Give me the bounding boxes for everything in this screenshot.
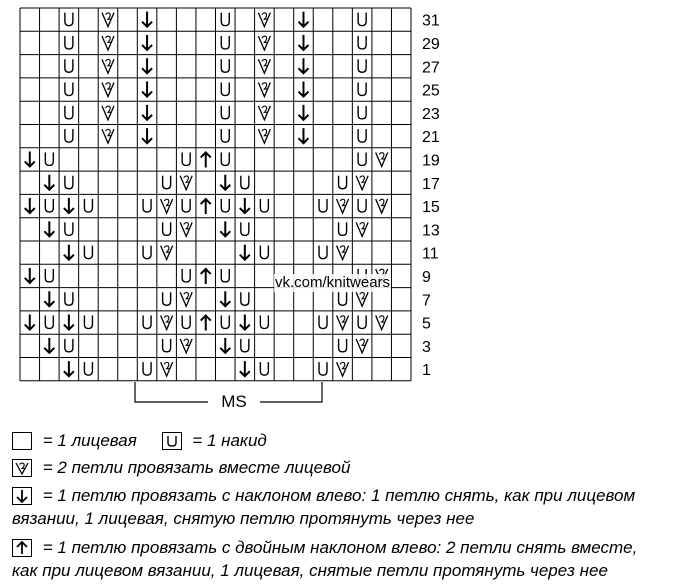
- yarn-over-icon: [45, 199, 53, 212]
- yarn-over-icon: [65, 339, 73, 352]
- knit-symbol-icon: [12, 432, 32, 450]
- yarn-over-icon: [319, 246, 327, 259]
- skp-symbol-icon: [12, 487, 32, 505]
- k2tog-icon: [161, 199, 173, 213]
- yarn-over-icon: [65, 83, 73, 96]
- skp-icon: [142, 12, 152, 27]
- yarn-over-icon: [182, 316, 190, 329]
- yarn-over-icon: [358, 316, 366, 329]
- skp-icon: [25, 151, 35, 166]
- sk2p-icon: [201, 269, 211, 284]
- legend-skp: [12, 484, 635, 507]
- yarn-over-icon: [182, 199, 190, 212]
- k2tog-icon: [376, 152, 388, 166]
- row-number: 17: [422, 175, 440, 193]
- yarn-over-icon: [358, 36, 366, 49]
- legend-sk2p-continued: как при лицевом вязании, 1 лицевая, снятые петли протянуть через нее: [12, 561, 608, 580]
- k2tog-icon: [258, 36, 270, 50]
- skp-icon: [220, 221, 230, 236]
- row-number: 21: [422, 129, 440, 147]
- k2tog-icon: [337, 362, 349, 376]
- yarn-over-icon: [221, 269, 229, 282]
- row-number: 23: [422, 105, 440, 123]
- sk2p-icon: [201, 199, 211, 214]
- k2tog-icon: [356, 176, 368, 190]
- yarn-over-icon: [221, 83, 229, 96]
- skp-icon: [25, 198, 35, 213]
- skp-icon: [240, 198, 250, 213]
- yarn-over-icon: [339, 339, 347, 352]
- k2tog-icon: [102, 129, 114, 143]
- k2tog-icon: [337, 316, 349, 330]
- yarn-over-icon: [45, 316, 53, 329]
- yarn-over-icon: [221, 129, 229, 142]
- row-number: 7: [422, 292, 431, 310]
- legend-k2tog-text: = 2 петли провязать вместе лицевой: [42, 457, 351, 477]
- yarn-over-icon: [358, 13, 366, 26]
- yarn-over-icon: [241, 292, 249, 305]
- yarn-over-icon: [358, 199, 366, 212]
- legend-sk2p-text: = 1 петлю провязать с двойным наклоном влево: 2 петли снять вместе,: [42, 537, 638, 557]
- k2tog-icon: [102, 13, 114, 27]
- legend-skp-continued: вязании, 1 лицевая, снятую петлю протянуть через нее: [12, 509, 475, 528]
- yarn-over-icon: [260, 199, 268, 212]
- k2tog-icon: [356, 292, 368, 306]
- yarn-over-icon: [143, 246, 151, 259]
- legend-yarn-over-text: = 1 накид: [192, 430, 267, 450]
- k2tog-icon: [376, 316, 388, 330]
- yarn-over-icon: [84, 199, 92, 212]
- yarn-over-symbol-icon: [162, 432, 182, 450]
- yarn-over-icon: [221, 106, 229, 119]
- yarn-over-icon: [182, 152, 190, 165]
- skp-icon: [298, 105, 308, 120]
- k2tog-icon: [180, 292, 192, 306]
- skp-icon: [298, 58, 308, 73]
- legend-sk2p: [12, 536, 637, 559]
- yarn-over-icon: [65, 176, 73, 189]
- row-number: 29: [422, 35, 440, 53]
- yarn-over-icon: [84, 246, 92, 259]
- yarn-over-icon: [339, 292, 347, 305]
- yarn-over-icon: [65, 129, 73, 142]
- k2tog-icon: [161, 316, 173, 330]
- k2tog-icon: [161, 362, 173, 376]
- skp-icon: [44, 291, 54, 306]
- yarn-over-icon: [65, 292, 73, 305]
- k2tog-icon: [356, 339, 368, 353]
- yarn-over-icon: [84, 316, 92, 329]
- yarn-over-icon: [163, 339, 171, 352]
- k2tog-icon: [102, 83, 114, 97]
- yarn-over-icon: [65, 106, 73, 119]
- k2tog-icon: [102, 106, 114, 120]
- legend-knit: [12, 429, 267, 452]
- row-number: 15: [422, 199, 440, 217]
- yarn-over-icon: [260, 362, 268, 375]
- k2tog-icon: [258, 83, 270, 97]
- k2tog-icon: [161, 246, 173, 260]
- row-number: 13: [422, 222, 440, 240]
- skp-icon: [240, 315, 250, 330]
- k2tog-icon: [180, 176, 192, 190]
- yarn-over-icon: [221, 59, 229, 72]
- yarn-over-icon: [221, 152, 229, 165]
- yarn-over-icon: [143, 316, 151, 329]
- k2tog-icon: [102, 36, 114, 50]
- yarn-over-icon: [339, 222, 347, 235]
- yarn-over-icon: [241, 222, 249, 235]
- yarn-over-icon: [163, 176, 171, 189]
- k2tog-icon: [102, 59, 114, 73]
- repeat-bracket: [135, 382, 322, 412]
- yarn-over-icon: [319, 362, 327, 375]
- skp-icon: [64, 245, 74, 260]
- yarn-over-icon: [221, 13, 229, 26]
- skp-icon: [44, 175, 54, 190]
- yarn-over-icon: [241, 339, 249, 352]
- yarn-over-icon: [45, 152, 53, 165]
- skp-icon: [25, 268, 35, 283]
- yarn-over-icon: [358, 106, 366, 119]
- row-number: 25: [422, 82, 440, 100]
- skp-icon: [25, 315, 35, 330]
- yarn-over-icon: [65, 222, 73, 235]
- yarn-over-icon: [339, 176, 347, 189]
- skp-icon: [298, 128, 308, 143]
- k2tog-icon: [258, 129, 270, 143]
- yarn-over-icon: [358, 129, 366, 142]
- skp-icon: [298, 35, 308, 50]
- yarn-over-icon: [45, 269, 53, 282]
- yarn-over-icon: [182, 269, 190, 282]
- skp-icon: [142, 128, 152, 143]
- k2tog-icon: [258, 13, 270, 27]
- repeat-label: MS: [221, 392, 247, 411]
- row-number: 31: [422, 12, 440, 30]
- k2tog-icon: [258, 106, 270, 120]
- skp-icon: [142, 35, 152, 50]
- yarn-over-icon: [358, 83, 366, 96]
- legend-knit-text: = 1 лицевая: [42, 430, 137, 450]
- k2tog-icon: [337, 246, 349, 260]
- yarn-over-icon: [143, 199, 151, 212]
- skp-icon: [142, 105, 152, 120]
- yarn-over-icon: [65, 36, 73, 49]
- k2tog-icon: [356, 222, 368, 236]
- yarn-over-icon: [319, 199, 327, 212]
- yarn-over-icon: [221, 199, 229, 212]
- row-number: 9: [422, 268, 431, 286]
- skp-icon: [142, 58, 152, 73]
- legend-k2tog: [12, 456, 350, 479]
- yarn-over-icon: [358, 152, 366, 165]
- row-number: 19: [422, 152, 440, 170]
- yarn-over-icon: [319, 316, 327, 329]
- skp-icon: [44, 338, 54, 353]
- skp-icon: [142, 82, 152, 97]
- yarn-over-icon: [163, 292, 171, 305]
- skp-icon: [44, 221, 54, 236]
- skp-icon: [240, 245, 250, 260]
- yarn-over-icon: [143, 362, 151, 375]
- row-number: 3: [422, 338, 431, 356]
- yarn-over-icon: [241, 176, 249, 189]
- yarn-over-icon: [260, 246, 268, 259]
- row-number: 27: [422, 59, 440, 77]
- legend-skp-text: = 1 петлю провязать с наклоном влево: 1 петлю снять, как при лицевом: [42, 485, 636, 505]
- row-number: 5: [422, 315, 431, 333]
- sk2p-icon: [201, 152, 211, 167]
- yarn-over-icon: [65, 59, 73, 72]
- skp-icon: [64, 361, 74, 376]
- chart-grid: [20, 8, 411, 381]
- yarn-over-icon: [163, 222, 171, 235]
- k2tog-icon: [337, 199, 349, 213]
- skp-icon: [220, 338, 230, 353]
- yarn-over-icon: [65, 13, 73, 26]
- yarn-over-icon: [221, 36, 229, 49]
- k2tog-icon: [258, 59, 270, 73]
- watermark: vk.com/knitwears: [275, 274, 391, 291]
- skp-icon: [240, 361, 250, 376]
- yarn-over-icon: [358, 59, 366, 72]
- yarn-over-icon: [84, 362, 92, 375]
- skp-icon: [220, 291, 230, 306]
- skp-icon: [64, 198, 74, 213]
- k2tog-icon: [376, 199, 388, 213]
- skp-icon: [298, 12, 308, 27]
- k2tog-icon: [180, 222, 192, 236]
- skp-icon: [220, 175, 230, 190]
- k2tog-symbol-icon: [12, 459, 32, 477]
- sk2p-symbol-icon: [12, 539, 32, 557]
- row-number: 11: [422, 245, 439, 263]
- k2tog-icon: [180, 339, 192, 353]
- row-number: 1: [422, 362, 431, 380]
- sk2p-icon: [201, 316, 211, 331]
- skp-icon: [64, 315, 74, 330]
- yarn-over-icon: [221, 316, 229, 329]
- row-numbers: [422, 13, 440, 380]
- skp-icon: [298, 82, 308, 97]
- yarn-over-icon: [260, 316, 268, 329]
